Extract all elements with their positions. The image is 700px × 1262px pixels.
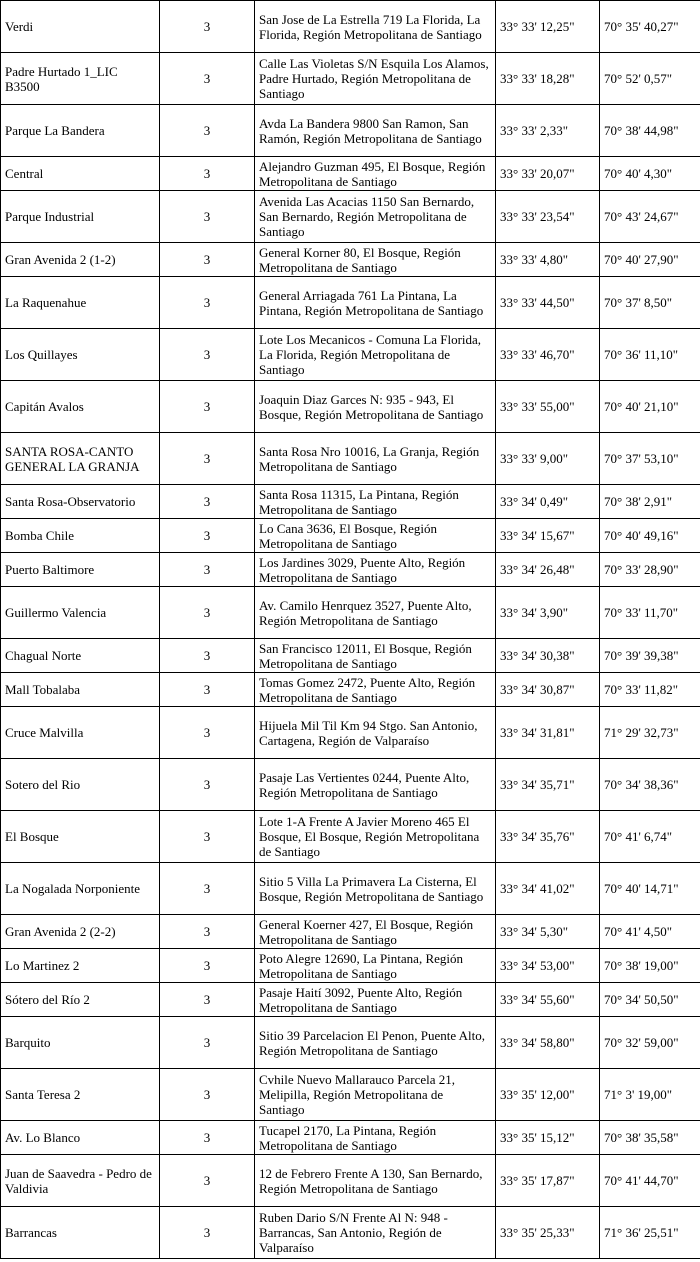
longitude-cell: 71° 36' 25,51" — [600, 1207, 700, 1259]
zone-cell: 3 — [160, 915, 255, 949]
zone-cell: 3 — [160, 707, 255, 759]
site-name-cell: Los Quillayes — [1, 329, 160, 381]
zone-cell: 3 — [160, 277, 255, 329]
site-name-cell: Bomba Chile — [1, 519, 160, 553]
latitude-cell: 33° 34' 55,60" — [496, 983, 600, 1017]
zone-cell: 3 — [160, 811, 255, 863]
table-row — [1, 983, 700, 1017]
longitude-cell: 70° 39' 39,38" — [600, 639, 700, 673]
longitude-cell: 70° 36' 11,10" — [600, 329, 700, 381]
zone-cell: 3 — [160, 1155, 255, 1207]
zone-cell: 3 — [160, 553, 255, 587]
longitude-cell: 70° 40' 27,90" — [600, 243, 700, 277]
address-cell: Santa Rosa 11315, La Pintana, Región Metropolitana de Santiago — [255, 485, 496, 519]
latitude-cell: 33° 34' 30,38" — [496, 639, 600, 673]
address-cell: Joaquin Diaz Garces N: 935 - 943, El Bosque, Región Metropolitana de Santiago — [255, 381, 496, 433]
table-row — [1, 915, 700, 949]
address-cell: Sitio 39 Parcelacion El Penon, Puente Alto, Región Metropolitana de Santiago — [255, 1017, 496, 1069]
longitude-cell: 70° 41' 44,70" — [600, 1155, 700, 1207]
site-name-cell: Av. Lo Blanco — [1, 1121, 160, 1155]
longitude-cell: 70° 40' 14,71" — [600, 863, 700, 915]
latitude-cell: 33° 33' 2,33" — [496, 105, 600, 157]
site-name-cell: Padre Hurtado 1_LIC B3500 — [1, 53, 160, 105]
longitude-cell: 70° 40' 21,10" — [600, 381, 700, 433]
table-row — [1, 587, 700, 639]
longitude-cell: 70° 38' 35,58" — [600, 1121, 700, 1155]
address-cell: Pasaje Las Vertientes 0244, Puente Alto, Región Metropolitana de Santiago — [255, 759, 496, 811]
site-name-cell: Parque Industrial — [1, 191, 160, 243]
latitude-cell: 33° 35' 15,12" — [496, 1121, 600, 1155]
latitude-cell: 33° 34' 26,48" — [496, 553, 600, 587]
site-name-cell: Parque La Bandera — [1, 105, 160, 157]
table-row — [1, 485, 700, 519]
address-cell: Ruben Dario S/N Frente Al N: 948 - Barrancas, San Antonio, Región de Valparaíso — [255, 1207, 496, 1259]
latitude-cell: 33° 34' 53,00" — [496, 949, 600, 983]
site-name-cell: Sótero del Río 2 — [1, 983, 160, 1017]
table-row — [1, 191, 700, 243]
address-cell: Cvhile Nuevo Mallarauco Parcela 21, Melipilla, Región Metropolitana de Santiago — [255, 1069, 496, 1121]
latitude-cell: 33° 33' 20,07" — [496, 157, 600, 191]
address-cell: Tucapel 2170, La Pintana, Región Metropolitana de Santiago — [255, 1121, 496, 1155]
table-row — [1, 433, 700, 485]
address-cell: Tomas Gomez 2472, Puente Alto, Región Metropolitana de Santiago — [255, 673, 496, 707]
site-name-cell: Verdi — [1, 1, 160, 53]
site-name-cell: Santa Rosa-Observatorio — [1, 485, 160, 519]
table-row — [1, 673, 700, 707]
zone-cell: 3 — [160, 673, 255, 707]
address-cell: Santa Rosa Nro 10016, La Granja, Región Metropolitana de Santiago — [255, 433, 496, 485]
address-cell: Sitio 5 Villa La Primavera La Cisterna, El Bosque, Región Metropolitana de Santiago — [255, 863, 496, 915]
site-name-cell: Puerto Baltimore — [1, 553, 160, 587]
site-name-cell: Cruce Malvilla — [1, 707, 160, 759]
longitude-cell: 70° 35' 40,27" — [600, 1, 700, 53]
table-row — [1, 811, 700, 863]
zone-cell: 3 — [160, 381, 255, 433]
address-cell: Los Jardines 3029, Puente Alto, Región Metropolitana de Santiago — [255, 553, 496, 587]
latitude-cell: 33° 33' 18,28" — [496, 53, 600, 105]
zone-cell: 3 — [160, 863, 255, 915]
latitude-cell: 33° 35' 17,87" — [496, 1155, 600, 1207]
longitude-cell: 71° 3' 19,00" — [600, 1069, 700, 1121]
site-name-cell: Mall Tobalaba — [1, 673, 160, 707]
longitude-cell: 70° 38' 44,98" — [600, 105, 700, 157]
table-row — [1, 1155, 700, 1207]
address-cell: San Jose de La Estrella 719 La Florida, La Florida, Región Metropolitana de Santiago — [255, 1, 496, 53]
latitude-cell: 33° 34' 41,02" — [496, 863, 600, 915]
latitude-cell: 33° 33' 4,80" — [496, 243, 600, 277]
table-row — [1, 1017, 700, 1069]
address-cell: Av. Camilo Henrquez 3527, Puente Alto, Región Metropolitana de Santiago — [255, 587, 496, 639]
latitude-cell: 33° 34' 31,81" — [496, 707, 600, 759]
latitude-cell: 33° 33' 44,50" — [496, 277, 600, 329]
zone-cell: 3 — [160, 157, 255, 191]
latitude-cell: 33° 34' 5,30" — [496, 915, 600, 949]
zone-cell: 3 — [160, 485, 255, 519]
longitude-cell: 70° 38' 2,91" — [600, 485, 700, 519]
latitude-cell: 33° 34' 0,49" — [496, 485, 600, 519]
site-name-cell: Gran Avenida 2 (1-2) — [1, 243, 160, 277]
address-cell: Avda La Bandera 9800 San Ramon, San Ramón, Región Metropolitana de Santiago — [255, 105, 496, 157]
table-row — [1, 759, 700, 811]
zone-cell: 3 — [160, 53, 255, 105]
address-cell: General Koerner 427, El Bosque, Región Metropolitana de Santiago — [255, 915, 496, 949]
latitude-cell: 33° 34' 30,87" — [496, 673, 600, 707]
latitude-cell: 33° 33' 55,00" — [496, 381, 600, 433]
address-cell: Pasaje Haití 3092, Puente Alto, Región Metropolitana de Santiago — [255, 983, 496, 1017]
zone-cell: 3 — [160, 433, 255, 485]
zone-cell: 3 — [160, 587, 255, 639]
address-cell: General Korner 80, El Bosque, Región Metropolitana de Santiago — [255, 243, 496, 277]
latitude-cell: 33° 34' 58,80" — [496, 1017, 600, 1069]
longitude-cell: 70° 33' 11,82" — [600, 673, 700, 707]
site-name-cell: Chagual Norte — [1, 639, 160, 673]
table-row — [1, 519, 700, 553]
table-row — [1, 639, 700, 673]
site-name-cell: Gran Avenida 2 (2-2) — [1, 915, 160, 949]
table-row — [1, 243, 700, 277]
latitude-cell: 33° 33' 9,00" — [496, 433, 600, 485]
latitude-cell: 33° 34' 35,71" — [496, 759, 600, 811]
latitude-cell: 33° 33' 12,25" — [496, 1, 600, 53]
zone-cell: 3 — [160, 639, 255, 673]
longitude-cell: 71° 29' 32,73" — [600, 707, 700, 759]
site-name-cell: Barquito — [1, 1017, 160, 1069]
longitude-cell: 70° 52' 0,57" — [600, 53, 700, 105]
zone-cell: 3 — [160, 983, 255, 1017]
address-cell: Poto Alegre 12690, La Pintana, Región Metropolitana de Santiago — [255, 949, 496, 983]
zone-cell: 3 — [160, 1069, 255, 1121]
table-row — [1, 949, 700, 983]
longitude-cell: 70° 38' 19,00" — [600, 949, 700, 983]
longitude-cell: 70° 33' 28,90" — [600, 553, 700, 587]
longitude-cell: 70° 33' 11,70" — [600, 587, 700, 639]
zone-cell: 3 — [160, 329, 255, 381]
zone-cell: 3 — [160, 1207, 255, 1259]
zone-cell: 3 — [160, 105, 255, 157]
longitude-cell: 70° 32' 59,00" — [600, 1017, 700, 1069]
site-name-cell: Juan de Saavedra - Pedro de Valdivia — [1, 1155, 160, 1207]
zone-cell: 3 — [160, 1017, 255, 1069]
table-row — [1, 707, 700, 759]
site-name-cell: La Raquenahue — [1, 277, 160, 329]
address-cell: San Francisco 12011, El Bosque, Región Metropolitana de Santiago — [255, 639, 496, 673]
sites-table-body — [1, 1, 700, 1259]
table-row — [1, 1, 700, 53]
longitude-cell: 70° 34' 38,36" — [600, 759, 700, 811]
table-row — [1, 157, 700, 191]
table-row — [1, 553, 700, 587]
latitude-cell: 33° 35' 25,33" — [496, 1207, 600, 1259]
latitude-cell: 33° 33' 23,54" — [496, 191, 600, 243]
address-cell: Lote Los Mecanicos - Comuna La Florida, La Florida, Región Metropolitana de Santiago — [255, 329, 496, 381]
site-name-cell: Lo Martinez 2 — [1, 949, 160, 983]
site-name-cell: Santa Teresa 2 — [1, 1069, 160, 1121]
site-name-cell: SANTA ROSA-CANTO GENERAL LA GRANJA — [1, 433, 160, 485]
site-name-cell: Central — [1, 157, 160, 191]
latitude-cell: 33° 34' 15,67" — [496, 519, 600, 553]
table-row — [1, 381, 700, 433]
longitude-cell: 70° 34' 50,50" — [600, 983, 700, 1017]
address-cell: Lo Cana 3636, El Bosque, Región Metropolitana de Santiago — [255, 519, 496, 553]
zone-cell: 3 — [160, 759, 255, 811]
zone-cell: 3 — [160, 519, 255, 553]
address-cell: Lote 1-A Frente A Javier Moreno 465 El Bosque, El Bosque, Región Metropolitana de Santiago — [255, 811, 496, 863]
address-cell: 12 de Febrero Frente A 130, San Bernardo, Región Metropolitana de Santiago — [255, 1155, 496, 1207]
longitude-cell: 70° 37' 8,50" — [600, 277, 700, 329]
table-row — [1, 1069, 700, 1121]
longitude-cell: 70° 40' 4,30" — [600, 157, 700, 191]
longitude-cell: 70° 37' 53,10" — [600, 433, 700, 485]
site-name-cell: Capitán Avalos — [1, 381, 160, 433]
site-name-cell: Sotero del Rio — [1, 759, 160, 811]
table-row — [1, 1121, 700, 1155]
address-cell: General Arriagada 761 La Pintana, La Pintana, Región Metropolitana de Santiago — [255, 277, 496, 329]
longitude-cell: 70° 41' 6,74" — [600, 811, 700, 863]
zone-cell: 3 — [160, 1, 255, 53]
address-cell: Alejandro Guzman 495, El Bosque, Región Metropolitana de Santiago — [255, 157, 496, 191]
address-cell: Hijuela Mil Til Km 94 Stgo. San Antonio, Cartagena, Región de Valparaíso — [255, 707, 496, 759]
table-row — [1, 1207, 700, 1259]
zone-cell: 3 — [160, 1121, 255, 1155]
site-name-cell: El Bosque — [1, 811, 160, 863]
latitude-cell: 33° 34' 3,90" — [496, 587, 600, 639]
zone-cell: 3 — [160, 243, 255, 277]
longitude-cell: 70° 41' 4,50" — [600, 915, 700, 949]
longitude-cell: 70° 40' 49,16" — [600, 519, 700, 553]
table-row — [1, 329, 700, 381]
site-name-cell: Barrancas — [1, 1207, 160, 1259]
address-cell: Calle Las Violetas S/N Esquila Los Alamos, Padre Hurtado, Región Metropolitana de Santiago — [255, 53, 496, 105]
table-row — [1, 53, 700, 105]
latitude-cell: 33° 34' 35,76" — [496, 811, 600, 863]
address-cell: Avenida Las Acacias 1150 San Bernardo, San Bernardo, Región Metropolitana de Santiago — [255, 191, 496, 243]
table-row — [1, 863, 700, 915]
zone-cell: 3 — [160, 191, 255, 243]
zone-cell: 3 — [160, 949, 255, 983]
site-name-cell: La Nogalada Norponiente — [1, 863, 160, 915]
table-row — [1, 277, 700, 329]
table-row — [1, 105, 700, 157]
longitude-cell: 70° 43' 24,67" — [600, 191, 700, 243]
site-name-cell: Guillermo Valencia — [1, 587, 160, 639]
latitude-cell: 33° 35' 12,00" — [496, 1069, 600, 1121]
latitude-cell: 33° 33' 46,70" — [496, 329, 600, 381]
